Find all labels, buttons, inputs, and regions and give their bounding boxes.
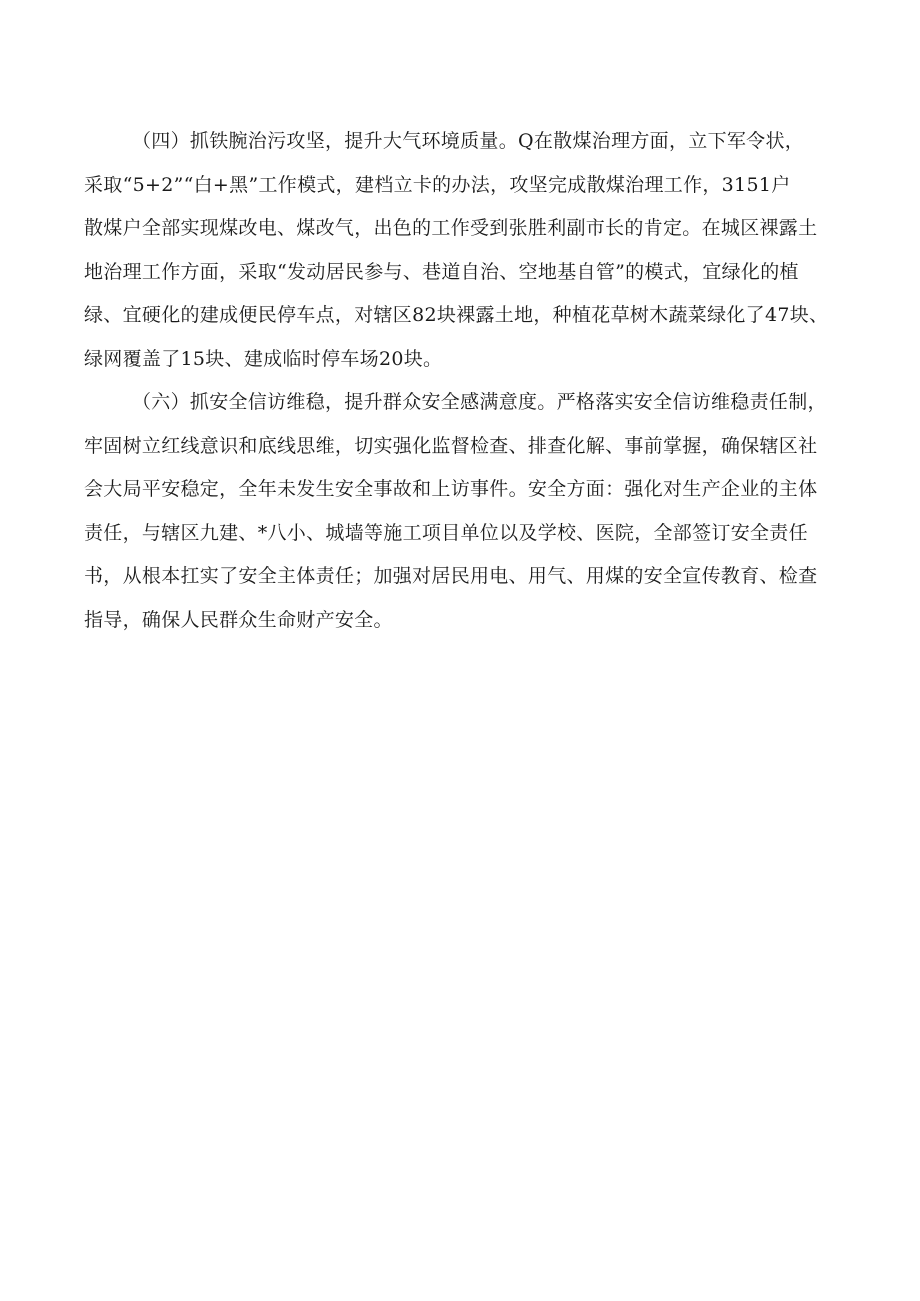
paragraph-line: 采取“5+2”“白+黑”工作模式，建档立卡的办法，攻坚完成散煤治理工作，3151户: [84, 173, 791, 196]
paragraph-line: 书，从根本扛实了安全主体责任；加强对居民用电、用气、用煤的安全宣传教育、检查: [84, 565, 818, 587]
document-body: [84, 120, 844, 642]
paragraph-line: 指导，确保人民群众生命财产安全。: [84, 608, 393, 631]
paragraph-line: 散煤户全部实现煤改电、煤改气，出色的工作受到张胜利副市长的肯定。在城区裸露土: [84, 217, 818, 239]
paragraph-line: 绿、宜硬化的建成便民停车点，对辖区82块裸露土地，种植花草树木蔬菜绿化了47块、: [84, 304, 829, 326]
paragraph-line: 责任，与辖区九建、*八小、城墙等施工项目单位以及学校、医院，全部签订安全责任: [84, 521, 808, 544]
paragraph-safety-stability: [84, 381, 844, 642]
paragraph-line: （六）抓安全信访维稳，提升群众安全感满意度。严格落实安全信访维稳责任制，: [132, 391, 827, 413]
paragraph-line: 地治理工作方面，采取“发动居民参与、巷道自治、空地基自管”的模式，宜绿化的植: [84, 260, 799, 283]
paragraph-line: 会大局平安稳定，全年未发生安全事故和上访事件。安全方面：强化对生产企业的主体: [84, 478, 818, 500]
paragraph-line: （四）抓铁腕治污攻坚，提升大气环境质量。Q在散煤治理方面，立下军令状，: [132, 130, 805, 152]
paragraph-line: 牢固树立红线意识和底线思维，切实强化监督检查、排查化解、事前掌握，确保辖区社: [84, 434, 818, 457]
paragraph-air-quality: [84, 120, 844, 381]
paragraph-line: 绿网覆盖了15块、建成临时停车场20块。: [84, 347, 443, 370]
